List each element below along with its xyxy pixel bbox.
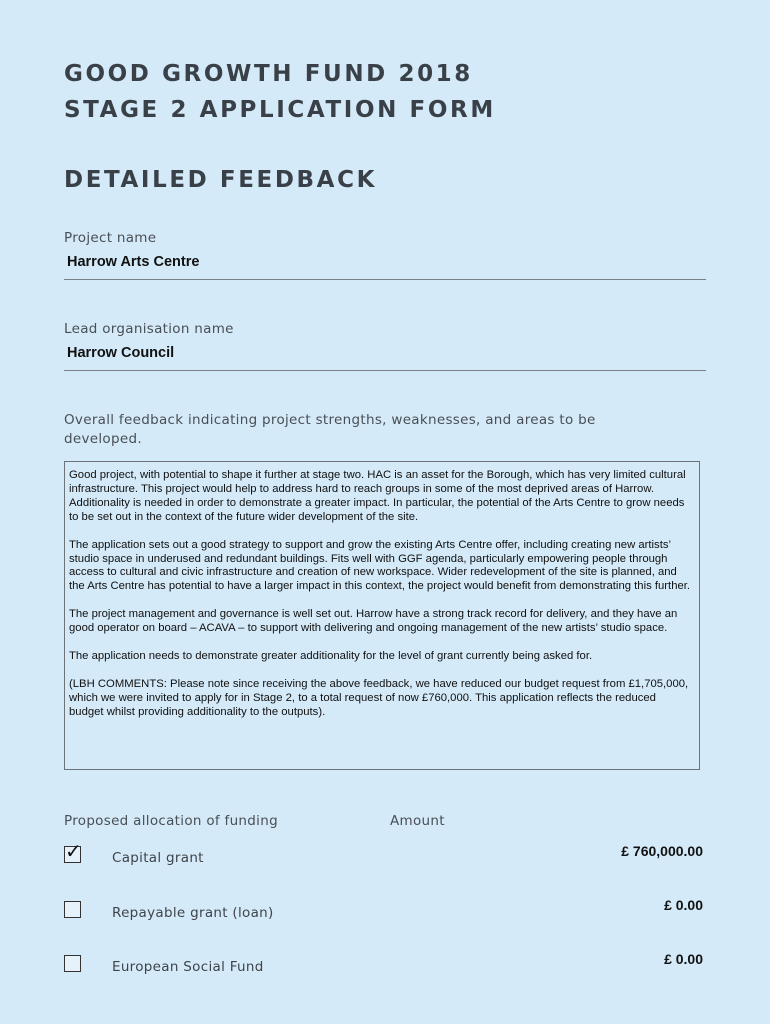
amount-header: Amount [390, 813, 445, 829]
check-icon: ✓ [65, 839, 82, 863]
form-title [64, 56, 496, 128]
project-name-field[interactable]: Harrow Arts Centre [67, 254, 200, 270]
european-social-fund-label: European Social Fund [112, 959, 264, 975]
feedback-paragraph: The application sets out a good strategy to support and grow the existing Arts Centre offer, including creating new artists’ studio space in underused and redundant buildings. Fits well with GGF agenda, particularly empowering people through access to cultural and civic infrastructure and creation of new workspace. Wider redevelopment of the site is planned, and the Arts Centre has potential to have a larger impact in this context, the project would benefit from demonstrating this further. [69, 538, 691, 593]
repayable-grant-amount[interactable]: £ 0.00 [664, 897, 703, 913]
european-social-fund-amount[interactable]: £ 0.00 [664, 951, 703, 967]
feedback-paragraph: The application needs to demonstrate greater additionality for the level of grant currently being asked for. [69, 650, 593, 663]
repayable-grant-checkbox[interactable] [64, 901, 81, 918]
european-social-fund-checkbox[interactable] [64, 955, 81, 972]
project-name-underline [64, 279, 706, 280]
section-title: DETAILED FEEDBACK [64, 167, 377, 193]
feedback-text-area[interactable] [64, 461, 700, 770]
feedback-paragraph: The project management and governance is well set out. Harrow have a strong track record for delivery, and they have an good operator on board – ACAVA – to support with delivering and ongoing management of the new artists’ studio space. [69, 608, 678, 635]
lead-organisation-underline [64, 370, 706, 371]
repayable-grant-label: Repayable grant (loan) [112, 905, 274, 921]
lead-organisation-field[interactable]: Harrow Council [67, 345, 175, 361]
feedback-paragraph: (LBH COMMENTS: Please note since receiving the above feedback, we have reduced our budget request from £1,705,000, which we were invited to apply for in Stage 2, to a total request of now £760,000. This application reflects the reduced budget whilst providing additionality to the outputs). [69, 677, 689, 718]
feedback-label: Overall feedback indicating project strengths, weaknesses, and areas to be developed. [64, 412, 596, 447]
title-line-2: STAGE 2 APPLICATION FORM [64, 97, 496, 123]
capital-grant-checkbox[interactable] [64, 839, 82, 863]
allocation-header: Proposed allocation of funding [64, 813, 278, 829]
lead-organisation-label: Lead organisation name [64, 321, 234, 337]
feedback-paragraph: Good project, with potential to shape it further at stage two. HAC is an asset for the Borough, which has very limited cultural infrastructure. This project would help to address hard to reach groups in some of the most deprived areas of Harrow. Additionality is needed in order to demonstrate a greater impact. In particular, the potential of the Arts Centre to grow needs to be set out in the context of the future wider development of the site. [69, 469, 686, 523]
capital-grant-label: Capital grant [112, 850, 204, 866]
capital-grant-amount[interactable]: £ 760,000.00 [621, 843, 703, 859]
title-line-1: GOOD GROWTH FUND 2018 [64, 61, 473, 87]
project-name-label: Project name [64, 230, 157, 246]
